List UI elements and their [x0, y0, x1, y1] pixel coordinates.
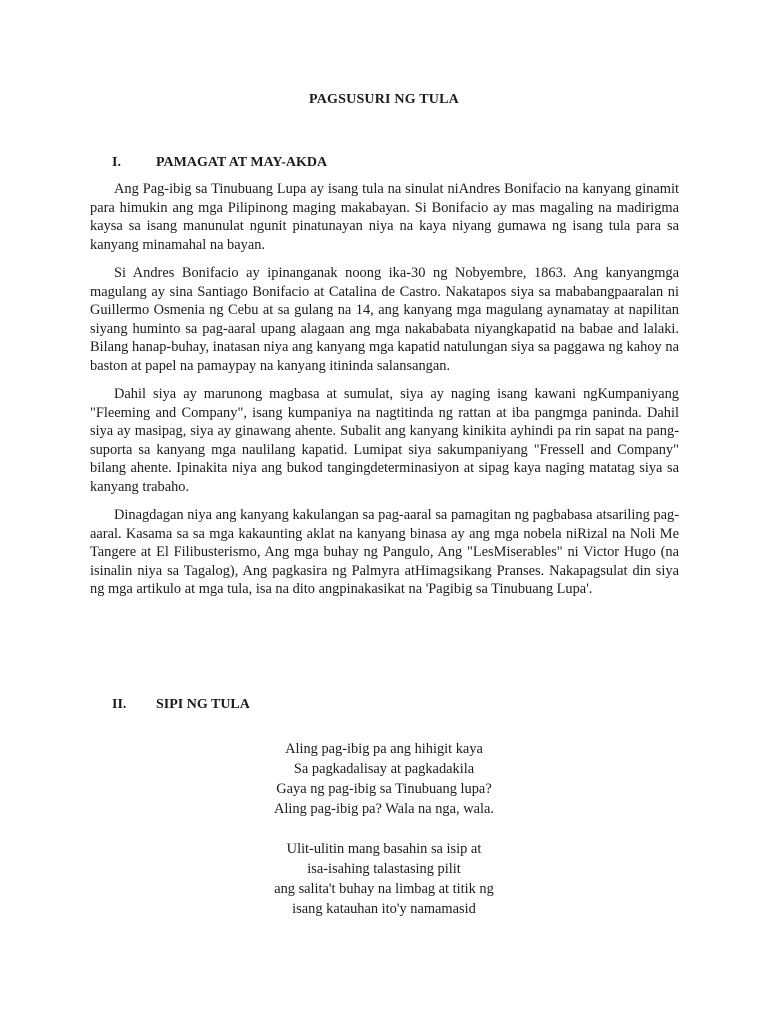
poem-excerpt	[0, 739, 768, 939]
section-1-body	[90, 180, 679, 609]
paragraph: Dinagdagan niya ang kanyang kakulangan sa pag-aaral sa pamagitan ng pagbabasa atsariling pag-aaral. Kasama sa sa mga kakaunting aklat na kanyang binasa ay ang mga nobela niRizal na Noli Me Tangere at El Filibusterismo, Ang mga buhay ng Pangulo, Ang "LesMiserables" ni Victor Hugo (na isinalin niya sa Tagalog), Ang pagkasira ng Palmyra atHimagsikang Pranses. Nakapagsulat din siya ng mga artikulo at mga tula, isa na dito angpinakasikat na 'Pagibig sa Tinubuang Lupa'.	[90, 507, 679, 597]
paragraph: Dahil siya ay marunong magbasa at sumulat, siya ay naging isang kawani ngKumpaniyang "Fleeming and Company", isang kumpaniya na nagtitinda ng rattan at iba pangmga paninda. Dahil siya ay masipag, siya ay ginawang ahente. Subalit ang kanyang kinikita ayhindi pa rin sapat na pang-suporta sa kanyang mga naulilang kapatid. Lumipat siya sakumpaniyang "Fressell and Company" bilang ahente. Ipinakita niya ang bukod tangingdeterminasiyon at sipag kaya naging matatag siya sa kanyang trabaho.	[90, 386, 679, 495]
poem-line: isa-isahing talastasing pilit	[307, 861, 461, 877]
paragraph: Si Andres Bonifacio ay ipinanganak noong ika-30 ng Nobyembre, 1863. Ang kanyangmga magulang ay sina Santiago Bonifacio at Catalina de Castro. Nakatapos siya sa mababangpaaralan ni Guillermo Osmenia ng Cebu at sa gulang na 14, ang kanyang mga magulang aynamatay at napilitan siyang huminto sa pag-aaral upang alagaan ang mga nakababata niyangkapatid na babae and lalaki. Bilang hanap-buhay, inatasan niya ang kanyang mga kapatid natulungan siya sa paggawa ng kahoy na baston at papel na pamaypay na kanyang itininda salansangan.	[90, 265, 679, 374]
poem-line: Sa pagkadalisay at pagkadakila	[293, 761, 475, 777]
section-number: I.	[112, 155, 121, 170]
section-heading-1	[112, 155, 327, 171]
poem-line: ang salita't buhay na limbag at titik ng	[274, 881, 494, 897]
paragraph: Ang Pag-ibig sa Tinubuang Lupa ay isang tula na sinulat niAndres Bonifacio na kanyang ginamit para himukin ang mga Pilipinong maging makabayan. Si Bonifacio ay mas magaling na madirigma kaysa sa isang manunulat ngunit pinatunayan niya na kaya niyang gumawa ng isang tula para sa kanyang minamahal na bayan.	[90, 181, 679, 253]
section-number: II.	[112, 697, 127, 712]
poem-stanza	[0, 739, 768, 819]
poem-line: Ulit-ulitin mang basahin sa isip at	[286, 841, 482, 857]
section-heading-2	[112, 697, 250, 713]
section-heading-text: PAMAGAT AT MAY-AKDA	[156, 155, 328, 170]
document-title: PAGSUSURI NG TULA	[309, 92, 459, 107]
poem-line: Aling pag-ibig pa ang hihigit kaya	[285, 741, 483, 757]
poem-line: Aling pag-ibig pa? Wala na nga, wala.	[274, 801, 494, 817]
poem-line: isang katauhan ito'y namamasid	[292, 901, 476, 917]
section-heading-text: SIPI NG TULA	[156, 697, 250, 712]
poem-stanza	[0, 839, 768, 919]
poem-line: Gaya ng pag-ibig sa Tinubuang lupa?	[276, 781, 492, 797]
